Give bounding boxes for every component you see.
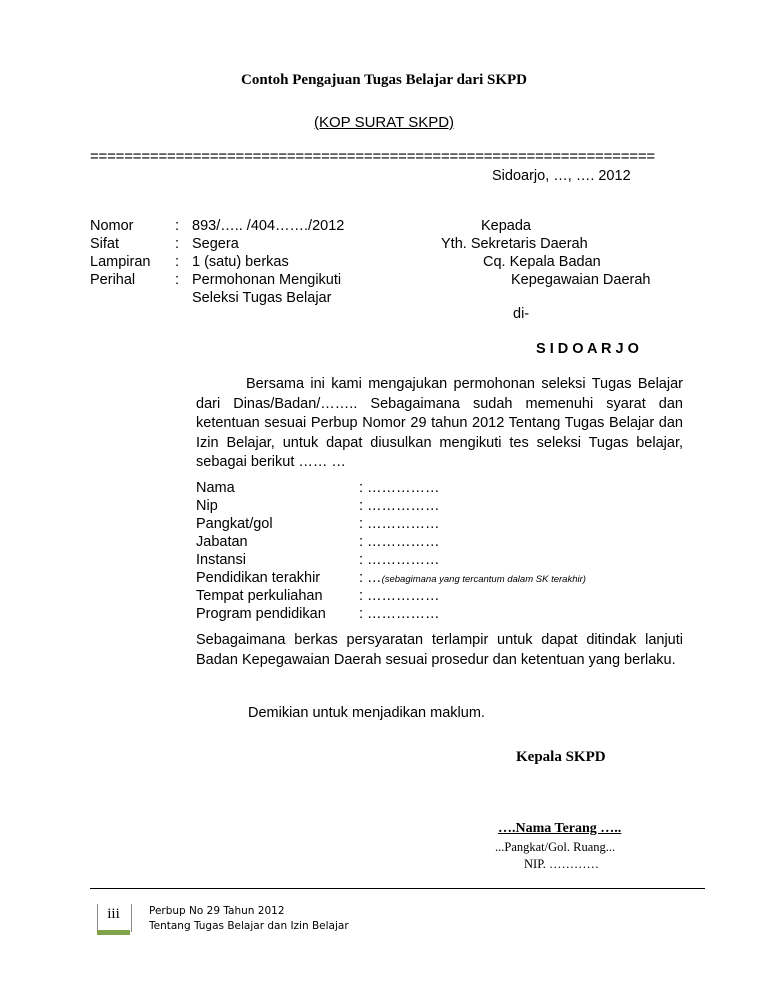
- field-row: [196, 570, 586, 588]
- meta-colon: :: [175, 272, 180, 288]
- field-value: : ……………: [359, 516, 440, 532]
- field-row: [196, 606, 586, 624]
- meta-value: Segera: [192, 236, 239, 252]
- field-value: : ……………: [359, 588, 440, 604]
- meta-value: 1 (satu) berkas: [192, 254, 289, 270]
- document-title: Contoh Pengajuan Tugas Belajar dari SKPD: [240, 72, 528, 88]
- field-note: (sebagimana yang tercantum dalam SK terakhir): [381, 574, 586, 585]
- meta-value: Permohonan Mengikuti: [192, 272, 342, 288]
- letterhead-placeholder: (KOP SURAT SKPD): [314, 114, 455, 131]
- page-number-accent: [97, 930, 130, 935]
- field-value: : ……………: [359, 534, 440, 550]
- field-value: : ……………: [359, 552, 440, 568]
- field-row: [196, 498, 586, 516]
- field-value: : ……………: [359, 498, 440, 514]
- recipient-line: Kepegawaian Daerah: [511, 272, 651, 288]
- meta-colon: :: [175, 218, 180, 234]
- field-row: [196, 480, 586, 498]
- recipient-line: Cq. Kepala Badan: [483, 254, 601, 270]
- header-separator: ==================================================================: [90, 148, 655, 165]
- meta-value: Seleksi Tugas Belajar: [192, 290, 332, 306]
- letter-date: Sidoarjo, …, …. 2012: [492, 168, 631, 184]
- field-value: : ……………: [359, 480, 440, 496]
- meta-colon: :: [175, 254, 180, 270]
- field-row: [196, 534, 586, 552]
- meta-label: Lampiran: [90, 254, 151, 270]
- meta-colon: :: [175, 236, 180, 252]
- meta-value: 893/….. /404……./2012: [192, 218, 345, 234]
- meta-label: Perihal: [90, 272, 136, 288]
- field-row: [196, 552, 586, 570]
- field-label: Instansi: [196, 552, 246, 568]
- body-paragraph: Sebagaimana berkas persyaratan terlampir untuk dapat ditindak lanjuti Badan Kepegawaian Daerah sesuai prosedur dan ketentuan yang berlaku.: [196, 632, 683, 668]
- field-label: Pendidikan terakhir: [196, 570, 321, 586]
- footer-line-2: Tentang Tugas Belajar dan Izin Belajar: [149, 920, 349, 932]
- field-label: Tempat perkuliahan: [196, 588, 323, 604]
- signatory-title: Kepala SKPD: [516, 749, 606, 765]
- signatory-nip: NIP. …………: [524, 857, 600, 871]
- signatory-name: ….Nama Terang …..: [498, 821, 622, 836]
- recipient-kepada: Kepada: [481, 218, 531, 234]
- field-row: [196, 516, 586, 534]
- closing-text: Demikian untuk menjadikan maklum.: [248, 705, 485, 721]
- recipient-line: Yth. Sekretaris Daerah: [441, 236, 588, 252]
- field-value: : …(sebagimana yang tercantum dalam SK terakhir): [359, 570, 586, 586]
- page-number: iii: [107, 906, 120, 922]
- field-label: Nip: [196, 498, 218, 514]
- recipient-city: S I D O A R J O: [536, 341, 639, 357]
- field-value: : ……………: [359, 606, 440, 622]
- meta-label: Sifat: [90, 236, 120, 252]
- applicant-fields: [196, 480, 586, 624]
- body-paragraph: Bersama ini kami mengajukan permohonan seleksi Tugas Belajar dari Dinas/Badan/…….. Sebagaimana sudah memenuhi syarat dan ketentuan sesuai Perbup Nomor 29 tahun 2012 Tentang Tugas Belajar dan Izin Belajar, untuk dapat diusulkan mengikuti tes seleksi Tugas belajar, sebagai berikut …… …: [196, 376, 683, 471]
- footer-divider: [90, 888, 705, 889]
- footer-line-1: Perbup No 29 Tahun 2012: [149, 905, 285, 917]
- signatory-rank: ...Pangkat/Gol. Ruang...: [495, 840, 616, 854]
- meta-label: Nomor: [90, 218, 134, 234]
- field-row: [196, 588, 586, 606]
- field-label: Program pendidikan: [196, 606, 326, 622]
- field-label: Nama: [196, 480, 235, 496]
- field-label: Jabatan: [196, 534, 248, 550]
- recipient-di: di-: [513, 306, 530, 322]
- field-label: Pangkat/gol: [196, 516, 273, 532]
